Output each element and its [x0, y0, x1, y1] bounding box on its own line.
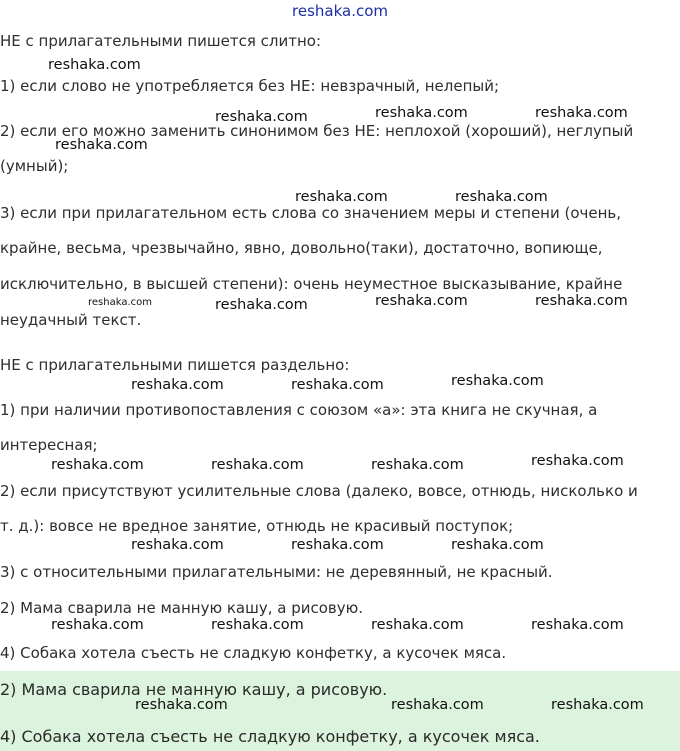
watermark: reshaka.com — [215, 297, 308, 313]
watermark: reshaka.com — [375, 105, 468, 121]
watermark: reshaka.com — [88, 297, 152, 308]
separately-line-1: 1) при наличии противопоставления с союзом «а»: эта книга не скучная, а — [0, 401, 598, 419]
watermark: reshaka.com — [55, 137, 148, 153]
watermark: reshaka.com — [371, 617, 464, 633]
watermark: reshaka.com — [455, 189, 548, 205]
watermark: reshaka.com — [131, 537, 224, 553]
watermark: reshaka.com — [375, 293, 468, 309]
watermark: reshaka.com — [535, 105, 628, 121]
watermark: reshaka.com — [135, 697, 228, 713]
watermark: reshaka.com — [451, 373, 544, 389]
watermark: reshaka.com — [531, 617, 624, 633]
together-line-4: 3) если при прилагательном есть слова со значением меры и степени (очень, — [0, 204, 622, 222]
watermark: reshaka.com — [371, 457, 464, 473]
answer-line-2: 4) Собака хотела съесть не сладкую конфетку, а кусочек мяса. — [0, 727, 540, 746]
together-line-3: (умный); — [0, 157, 69, 175]
together-line-7: неудачный текст. — [0, 311, 142, 329]
watermark: reshaka.com — [51, 617, 144, 633]
together-line-5: крайне, весьма, чрезвычайно, явно, довольно(таки), достаточно, вопиюще, — [0, 239, 603, 257]
together-line-6: исключительно, в высшей степени): очень неуместное высказывание, крайне — [0, 275, 623, 293]
watermark: reshaka.com — [535, 293, 628, 309]
watermark: reshaka.com — [551, 697, 644, 713]
watermark: reshaka.com — [215, 109, 308, 125]
separately-line-4: т. д.): вовсе не вредное занятие, отнюдь не красивый поступок; — [0, 517, 514, 535]
together-line-2: 2) если его можно заменить синонимом без НЕ: неплохой (хороший), неглупый — [0, 122, 634, 140]
watermark: reshaka.com — [291, 377, 384, 393]
separately-line-3: 2) если присутствуют усилительные слова (далеко, вовсе, отнюдь, нисколько и — [0, 482, 638, 500]
top-watermark: reshaka.com — [292, 2, 388, 20]
answer-line-1: 2) Мама сварила не манную кашу, а рисовую. — [0, 680, 388, 699]
watermark: reshaka.com — [211, 457, 304, 473]
separately-line-2: интересная; — [0, 436, 98, 454]
separately-line-5: 3) с относительными прилагательными: не деревянный, не красный. — [0, 563, 553, 581]
watermark: reshaka.com — [291, 537, 384, 553]
watermark: reshaka.com — [48, 57, 141, 73]
watermark: reshaka.com — [451, 537, 544, 553]
watermark: reshaka.com — [51, 457, 144, 473]
together-heading: НЕ с прилагательными пишется слитно: — [0, 32, 321, 50]
watermark: reshaka.com — [295, 189, 388, 205]
watermark: reshaka.com — [531, 453, 624, 469]
watermark: reshaka.com — [211, 617, 304, 633]
together-line-1: 1) если слово не употребляется без НЕ: невзрачный, нелепый; — [0, 77, 500, 95]
separately-heading: НЕ с прилагательными пишется раздельно: — [0, 356, 350, 374]
watermark: reshaka.com — [131, 377, 224, 393]
example-line-1: 2) Мама сварила не манную кашу, а рисовую. — [0, 599, 364, 617]
watermark: reshaka.com — [391, 697, 484, 713]
example-line-2: 4) Собака хотела съесть не сладкую конфетку, а кусочек мяса. — [0, 644, 507, 662]
